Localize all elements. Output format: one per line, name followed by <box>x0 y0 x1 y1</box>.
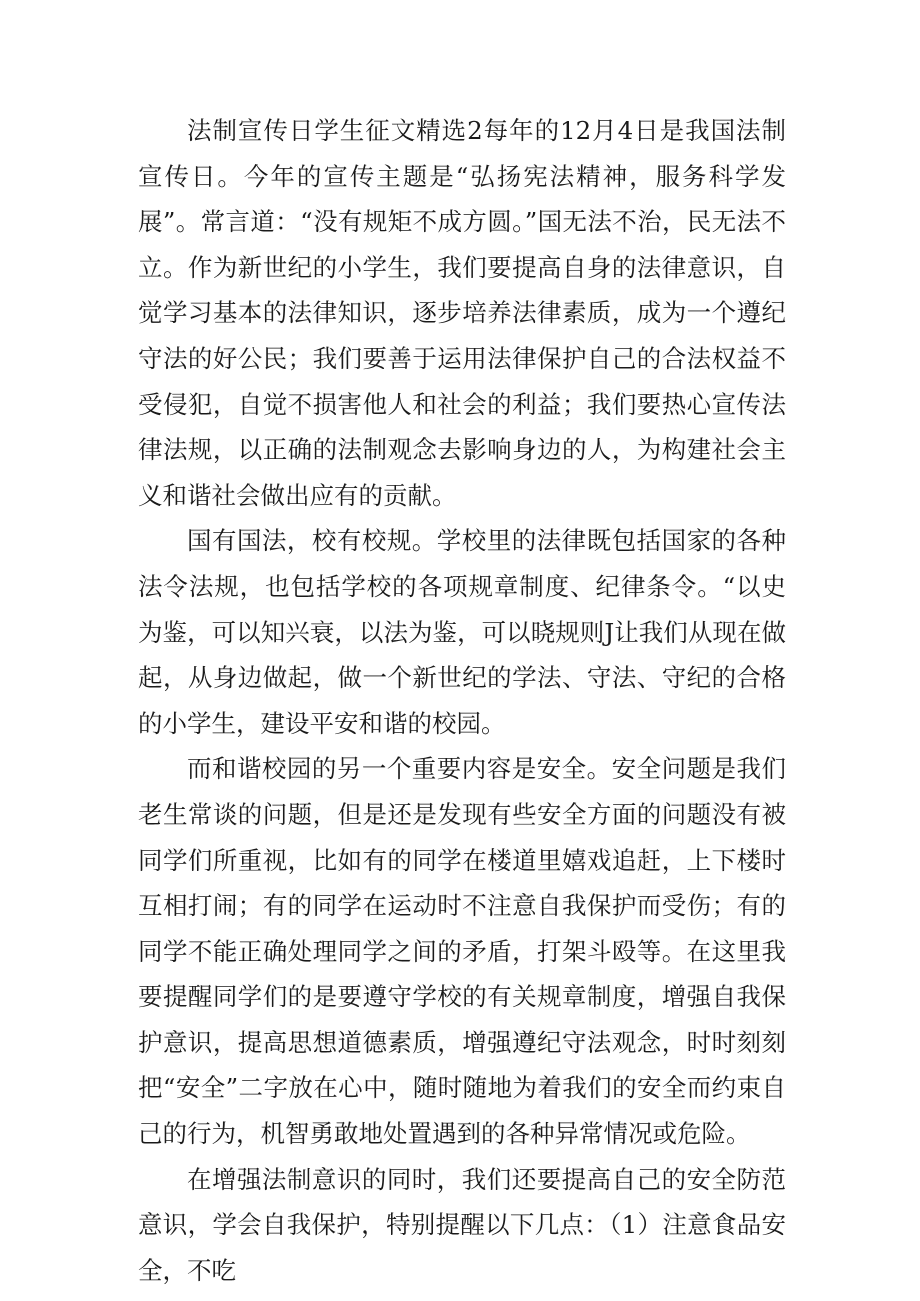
paragraph-3: 而和谐校园的另一个重要内容是安全。安全问题是我们老生常谈的问题，但是还是发现有些安全方面的问题没有被同学们所重视，比如有的同学在楼道里嬉戏追赶，上下楼时互相打闹；有的同学在运动时不注意自我保护而受伤；有的同学不能正确处理同学之间的矛盾，打架斗殴等。在这里我要提醒同学们的是要遵守学校的有关规章制度，增强自我保护意识，提高思想道德素质，增强遵纪守法观念，时时刻刻把“安全”二字放在心中，随时随地为着我们的安全而约束自己的行为，机智勇敢地处置遇到的各种异常情况或危险。 <box>138 754 786 1149</box>
document-body <box>138 108 786 1293</box>
paragraph-4: 在增强法制意识的同时，我们还要提高自己的安全防范意识，学会自我保护，特别提醒以下几点：（1）注意食品安全，不吃 <box>138 1164 786 1285</box>
paragraph-1: 法制宣传日学生征文精选2每年的12月4日是我国法制宣传日。今年的宣传主题是“弘扬宪法精神，服务科学发展”。常言道：“没有规矩不成方圆。”国无法不治，民无法不立。作为新世纪的小学生，我们要提高自身的法律意识，自觉学习基本的法律知识，逐步培养法律素质，成为一个遵纪守法的好公民；我们要善于运用法律保护自己的合法权益不受侵犯，自觉不损害他人和社会的利益；我们要热心宣传法律法规，以正确的法制观念去影响身边的人，为构建社会主义和谐社会做出应有的贡献。 <box>138 116 786 510</box>
paragraph-2: 国有国法，校有校规。学校里的法律既包括国家的各种法令法规，也包括学校的各项规章制度、纪律条令。“以史为鉴，可以知兴衰，以法为鉴，可以晓规则J让我们从现在做起，从身边做起，做一个新世纪的学法、守法、守纪的合格的小学生，建设平安和谐的校园。 <box>138 526 786 738</box>
